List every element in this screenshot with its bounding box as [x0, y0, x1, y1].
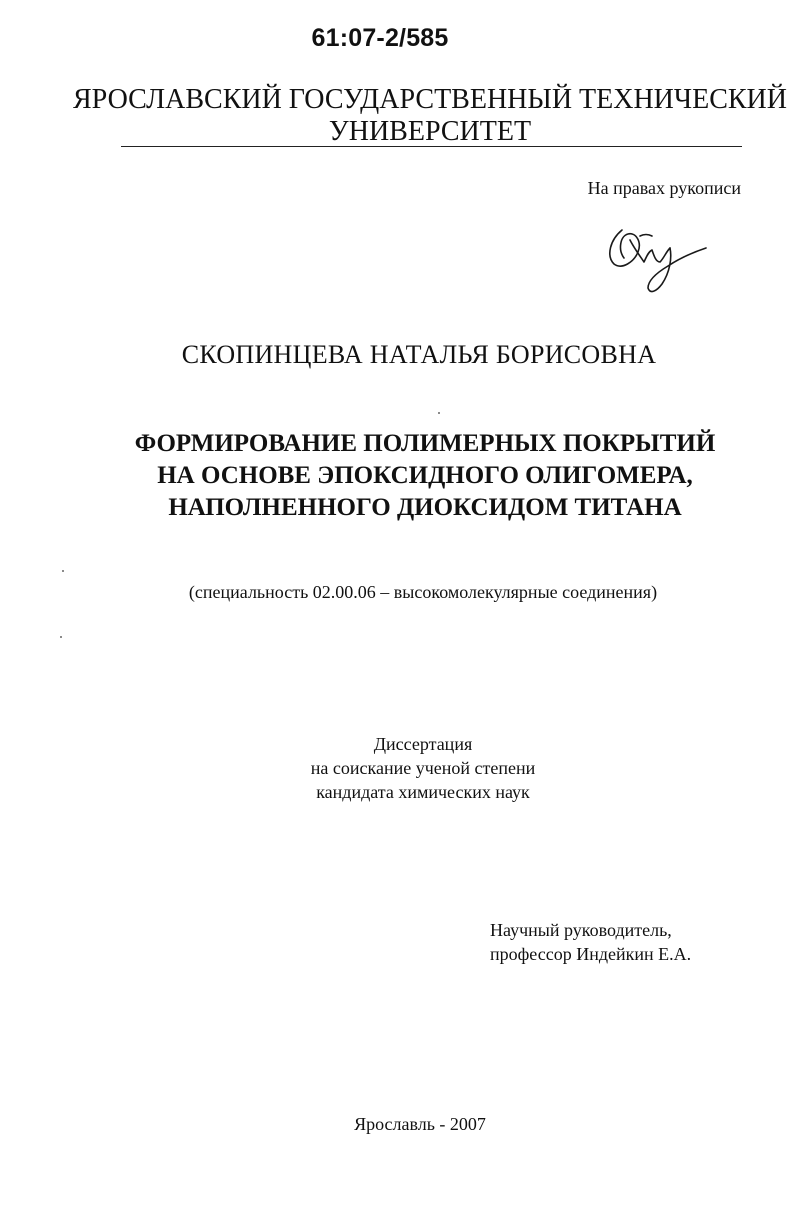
scan-speck: [60, 636, 62, 638]
dissertation-title-line-3: НАПОЛНЕННОГО ДИОКСИДОМ ТИТАНА: [168, 494, 682, 521]
rights-note: На правах рукописи: [587, 178, 741, 198]
dissertation-title: [0, 428, 799, 524]
degree-statement-line-3: кандидата химических наук: [316, 782, 530, 802]
catalog-code: 61:07-2/585: [311, 24, 449, 52]
author-name: СКОПИНЦЕВА НАТАЛЬЯ БОРИСОВНА: [181, 340, 657, 369]
university-name: [60, 84, 799, 148]
university-name-line-1: ЯРОСЛАВСКИЙ ГОСУДАРСТВЕННЫЙ ТЕХНИЧЕСКИЙ: [73, 84, 787, 115]
dissertation-title-line-1: ФОРМИРОВАНИЕ ПОЛИМЕРНЫХ ПОКРЫТИЙ: [134, 430, 716, 457]
degree-statement-line-2: на соискание ученой степени: [310, 758, 536, 778]
scan-speck: [438, 412, 440, 414]
dissertation-title-line-2: НА ОСНОВЕ ЭПОКСИДНОГО ОЛИГОМЕРА,: [157, 462, 693, 489]
degree-statement: [0, 732, 799, 804]
specialty: (специальность 02.00.06 – высокомолекулярные соединения): [188, 582, 658, 602]
scan-speck: [62, 570, 64, 572]
university-divider: [121, 146, 742, 147]
scientific-supervisor: [490, 918, 691, 966]
university-name-line-2: УНИВЕРСИТЕТ: [328, 116, 532, 147]
supervisor-line-2: профессор Индейкин Е.А.: [490, 944, 692, 964]
degree-statement-line-1: Диссертация: [373, 734, 473, 754]
handwritten-signature-icon: [600, 218, 720, 300]
city-year: Ярославль - 2007: [354, 1114, 486, 1134]
supervisor-line-1: Научный руководитель,: [490, 920, 672, 940]
